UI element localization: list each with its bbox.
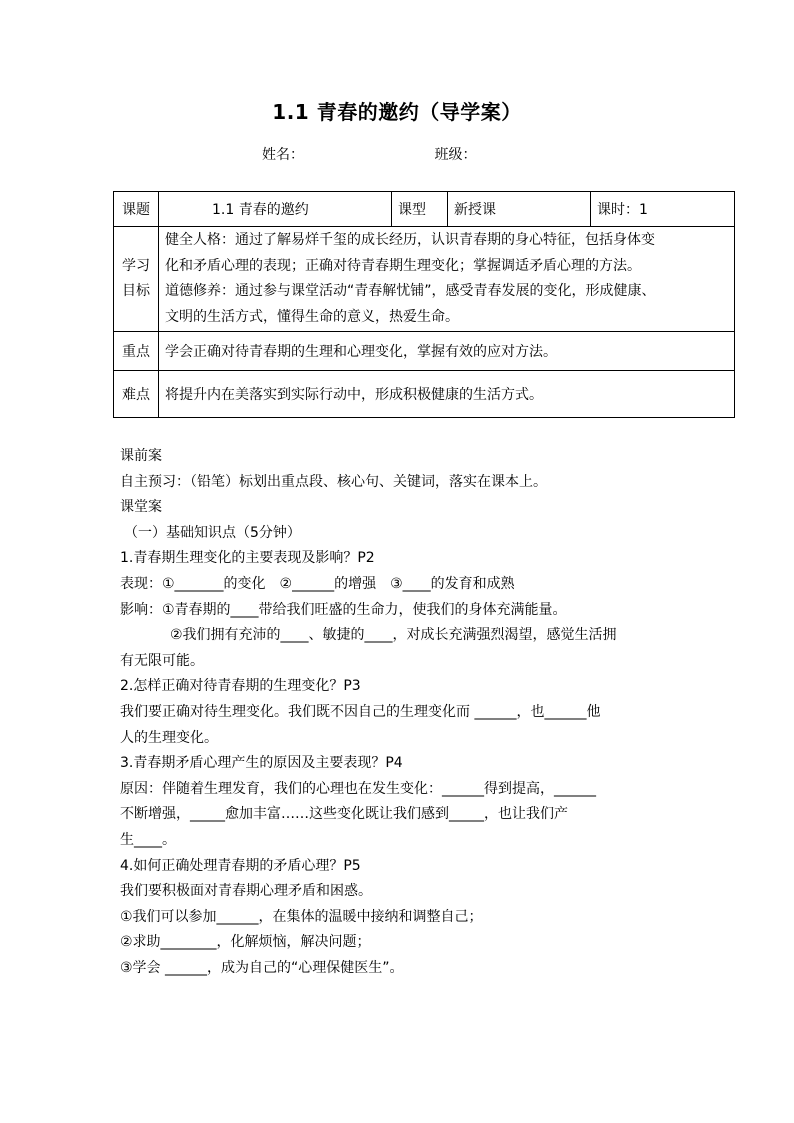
topic-value: 1.1 青春的邀约 <box>159 192 392 227</box>
fill-blank-line: 影响：①青春期的____带给我们旺盛的生命力，使我们的身体充满能量。 <box>120 601 567 618</box>
fill-blank-line: ③学会 ______，成为自己的“心理保健医生”。 <box>120 959 404 976</box>
table-row-topic <box>114 192 735 227</box>
text-line: 有无限可能。 <box>120 652 204 669</box>
question-2: 2.怎样正确对待青春期的生理变化？P3 <box>120 678 361 695</box>
worksheet-body <box>120 444 680 981</box>
page-title: 1.1 青春的邀约（导学案） <box>272 100 522 124</box>
topic-label: 课题 <box>114 192 159 227</box>
type-value: 新授课 <box>448 192 591 227</box>
section-heading: 课前案 <box>120 448 162 464</box>
goal-line: 化和矛盾心理的表现；正确对待青春期生理变化；掌握调适矛盾心理的方法。 <box>165 257 641 274</box>
goals-label-line: 学习 <box>122 258 150 274</box>
difficult-label: 难点 <box>114 371 159 418</box>
fill-blank-line: 不断增强，_____愈加丰富……这些变化既让我们感到_____，也让我们产 <box>120 806 568 823</box>
text-line: 自主预习：（铅笔）标划出重点段、核心句、关键词，落实在课本上。 <box>120 473 547 490</box>
goal-line: 道德修养：通过参与课堂活动“青春解忧铺”，感受青春发展的变化，形成健康、 <box>165 283 656 299</box>
goals-text <box>159 227 735 332</box>
text-line: 我们要积极面对青春期心理矛盾和困惑。 <box>120 883 372 900</box>
subsection-heading: （一）基础知识点（5分钟） <box>124 524 301 541</box>
section-heading: 课堂案 <box>120 499 162 516</box>
text-line: 人的生理变化。 <box>120 729 218 746</box>
class-label: 班级： <box>434 147 477 163</box>
fill-blank-line: 表现：①_______的变化 ②______的增强 ③____的发育和成熟 <box>120 575 515 592</box>
type-label: 课型 <box>392 192 448 227</box>
fill-blank-line: 生____。 <box>120 831 176 848</box>
lesson-info-table <box>113 191 735 418</box>
fill-blank-line: 我们要正确对待生理变化。我们既不因自己的生理变化而 ______，也______他 <box>120 703 601 720</box>
table-row-difficult <box>114 371 735 418</box>
table-row-goals <box>114 227 735 332</box>
hours-value: 课时：1 <box>591 192 735 227</box>
question-3: 3.青春期矛盾心理产生的原因及主要表现？P4 <box>120 755 403 772</box>
fill-blank-line: ②我们拥有充沛的____、敏捷的____，对成长充满强烈渴望，感觉生活拥 <box>170 627 617 644</box>
student-info-line <box>262 144 476 164</box>
fill-blank-line: ②求助________，化解烦恼，解决问题； <box>120 934 371 951</box>
question-4: 4.如何正确处理青春期的矛盾心理？P5 <box>120 857 361 874</box>
goal-line: 健全人格：通过了解易烊千玺的成长经历，认识青春期的身心特征，包括身体变 <box>165 232 655 248</box>
table-row-key <box>114 332 735 371</box>
fill-blank-line: 原因：伴随着生理发育，我们的心理也在发生变化：______得到提高，______ <box>120 780 596 797</box>
difficult-value: 将提升内在美落实到实际行动中，形成积极健康的生活方式。 <box>159 371 735 418</box>
key-value: 学会正确对待青春期的生理和心理变化，掌握有效的应对方法。 <box>159 332 735 371</box>
goals-label <box>114 227 159 332</box>
question-1: 1.青春期生理变化的主要表现及影响？P2 <box>120 550 375 567</box>
key-label: 重点 <box>114 332 159 371</box>
goal-line: 文明的生活方式，懂得生命的意义，热爱生命。 <box>165 308 459 325</box>
goals-label-line: 目标 <box>122 283 150 299</box>
name-label: 姓名： <box>262 147 304 163</box>
fill-blank-line: ①我们可以参加______，在集体的温暖中接纳和调整自己； <box>120 908 483 925</box>
